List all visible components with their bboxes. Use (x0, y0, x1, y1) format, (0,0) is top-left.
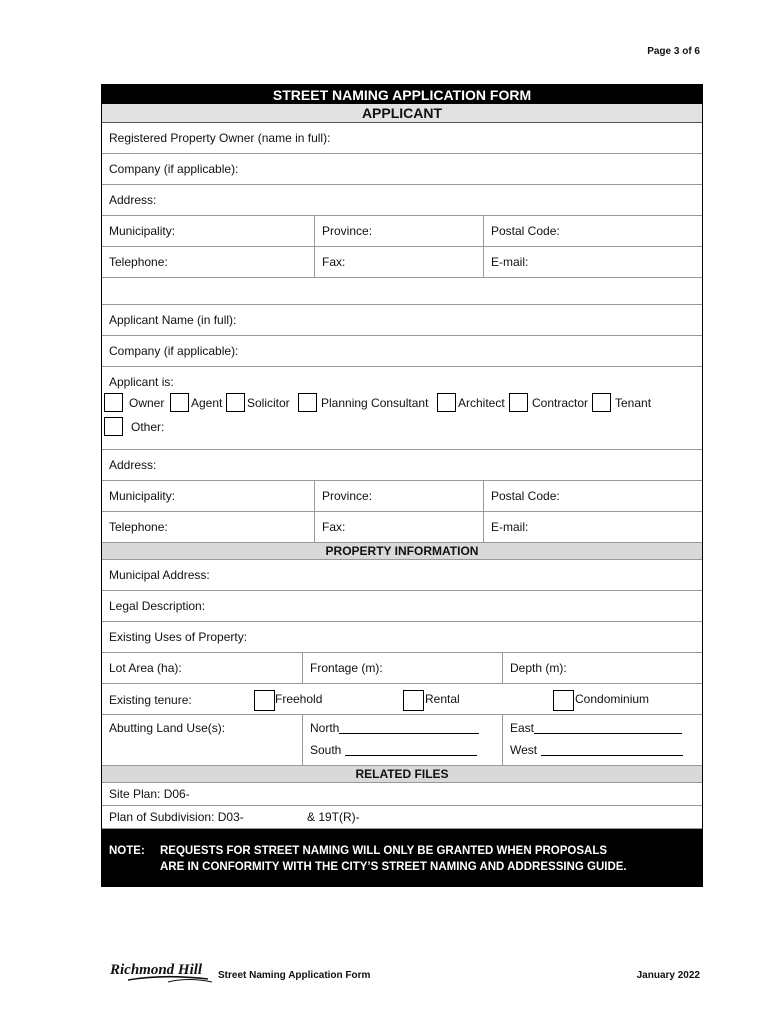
other-checkbox[interactable] (104, 417, 123, 436)
existing-uses-row[interactable] (102, 622, 702, 653)
planning-consultant-option-label: Planning Consultant (321, 396, 429, 410)
spacer-row (102, 278, 702, 305)
applicant-address-label: Address: (109, 458, 157, 472)
west-label: West (510, 743, 538, 757)
abutting-land-use-label: Abutting Land Use(s): (109, 721, 226, 735)
agent-checkbox[interactable] (170, 393, 189, 412)
street-naming-form (101, 84, 703, 887)
depth-field[interactable]: Depth (m): (502, 653, 702, 683)
other-option-label: Other: (131, 420, 165, 434)
logo-text: Richmond Hill (110, 962, 203, 978)
agent-option-label: Agent (191, 396, 223, 410)
owner-checkbox[interactable] (104, 393, 123, 412)
south-input[interactable] (345, 743, 477, 756)
owner-municipality-field[interactable]: Municipality: (109, 224, 176, 238)
owner-company-label: Company (if applicable): (109, 162, 239, 176)
owner-province-field[interactable]: Province: (314, 216, 483, 246)
east-label: East (510, 721, 535, 735)
tenant-checkbox[interactable] (592, 393, 611, 412)
legal-description-label: Legal Description: (109, 599, 206, 613)
footer-date: January 2022 (636, 970, 700, 981)
planning-consultant-checkbox[interactable] (298, 393, 317, 412)
property-info-heading: PROPERTY INFORMATION (102, 543, 702, 560)
applicant-address-row[interactable] (102, 450, 702, 481)
solicitor-checkbox[interactable] (226, 393, 245, 412)
footer-form-name: Street Naming Application Form (218, 970, 371, 981)
related-files-heading: RELATED FILES (102, 766, 702, 783)
owner-contact-row (102, 247, 702, 278)
condominium-checkbox[interactable] (553, 690, 574, 711)
note-line-1: REQUESTS FOR STREET NAMING WILL ONLY BE GRANTED WHEN PROPOSALS (160, 845, 608, 857)
note-line-2: ARE IN CONFORMITY WITH THE CITY’S STREET NAMING AND ADDRESSING GUIDE. (160, 861, 627, 873)
frontage-field[interactable]: Frontage (m): (302, 653, 502, 683)
applicant-postal-field[interactable]: Postal Code: (483, 481, 702, 511)
applicant-municipality-field[interactable]: Municipality: (109, 489, 176, 503)
contractor-checkbox[interactable] (509, 393, 528, 412)
north-input[interactable] (339, 721, 479, 734)
contractor-option-label: Contractor (532, 396, 589, 410)
owner-location-row (102, 216, 702, 247)
tenant-option-label: Tenant (615, 396, 652, 410)
north-south-cell (302, 715, 502, 765)
west-input[interactable] (541, 743, 683, 756)
architect-checkbox[interactable] (437, 393, 456, 412)
owner-email-field[interactable]: E-mail: (483, 247, 702, 277)
existing-tenure-row (102, 684, 702, 715)
site-plan-row[interactable] (102, 783, 702, 806)
architect-option-label: Architect (458, 396, 505, 410)
subdivision-suffix: & 19T(R)- (307, 810, 360, 824)
owner-telephone-field[interactable]: Telephone: (109, 255, 168, 269)
lot-area-field[interactable]: Lot Area (ha): (109, 661, 182, 675)
applicant-fax-field[interactable]: Fax: (314, 512, 483, 542)
page-number: Page 3 of 6 (647, 46, 700, 57)
applicant-name-row[interactable] (102, 305, 702, 336)
east-west-cell (502, 715, 702, 765)
freehold-option-label: Freehold (275, 692, 323, 706)
existing-tenure-label: Existing tenure: (109, 693, 192, 707)
applicant-name-label: Applicant Name (in full): (109, 313, 237, 327)
south-label: South (310, 743, 342, 757)
existing-uses-label: Existing Uses of Property: (109, 630, 248, 644)
applicant-email-field[interactable]: E-mail: (483, 512, 702, 542)
rental-checkbox[interactable] (403, 690, 424, 711)
condominium-option-label: Condominium (575, 692, 650, 706)
owner-option-label: Owner (129, 396, 165, 410)
owner-company-row[interactable] (102, 154, 702, 185)
subdivision-label: Plan of Subdivision: D03- (109, 810, 244, 824)
owner-name-label: Registered Property Owner (name in full): (109, 131, 331, 145)
east-input[interactable] (534, 721, 682, 734)
applicant-contact-row (102, 512, 702, 543)
freehold-checkbox[interactable] (254, 690, 275, 711)
abutting-land-use-row (102, 715, 702, 766)
applicant-telephone-field[interactable]: Telephone: (109, 520, 168, 534)
lot-dimensions-row (102, 653, 702, 684)
form-title: STREET NAMING APPLICATION FORM (102, 85, 702, 104)
applicant-province-field[interactable]: Province: (314, 481, 483, 511)
page-footer (108, 952, 700, 992)
municipal-address-label: Municipal Address: (109, 568, 210, 582)
rental-option-label: Rental (425, 692, 460, 706)
applicant-is-label: Applicant is: (109, 375, 174, 389)
owner-address-label: Address: (109, 193, 157, 207)
north-label: North (310, 721, 340, 735)
applicant-heading: APPLICANT (102, 104, 702, 123)
municipal-address-row[interactable] (102, 560, 702, 591)
applicant-type-section (102, 367, 702, 450)
applicant-company-row[interactable] (102, 336, 702, 367)
applicant-location-row (102, 481, 702, 512)
solicitor-option-label: Solicitor (247, 396, 290, 410)
legal-description-row[interactable] (102, 591, 702, 622)
owner-address-row[interactable] (102, 185, 702, 216)
applicant-company-label: Company (if applicable): (109, 344, 239, 358)
subdivision-row[interactable] (102, 806, 702, 829)
owner-name-row[interactable] (102, 123, 702, 154)
owner-fax-field[interactable]: Fax: (314, 247, 483, 277)
note-label: NOTE: (109, 845, 145, 857)
richmond-hill-logo (108, 952, 218, 992)
abutting-label-cell (102, 715, 302, 765)
site-plan-label: Site Plan: D06- (109, 787, 190, 801)
note-banner (102, 829, 702, 887)
owner-postal-field[interactable]: Postal Code: (483, 216, 702, 246)
